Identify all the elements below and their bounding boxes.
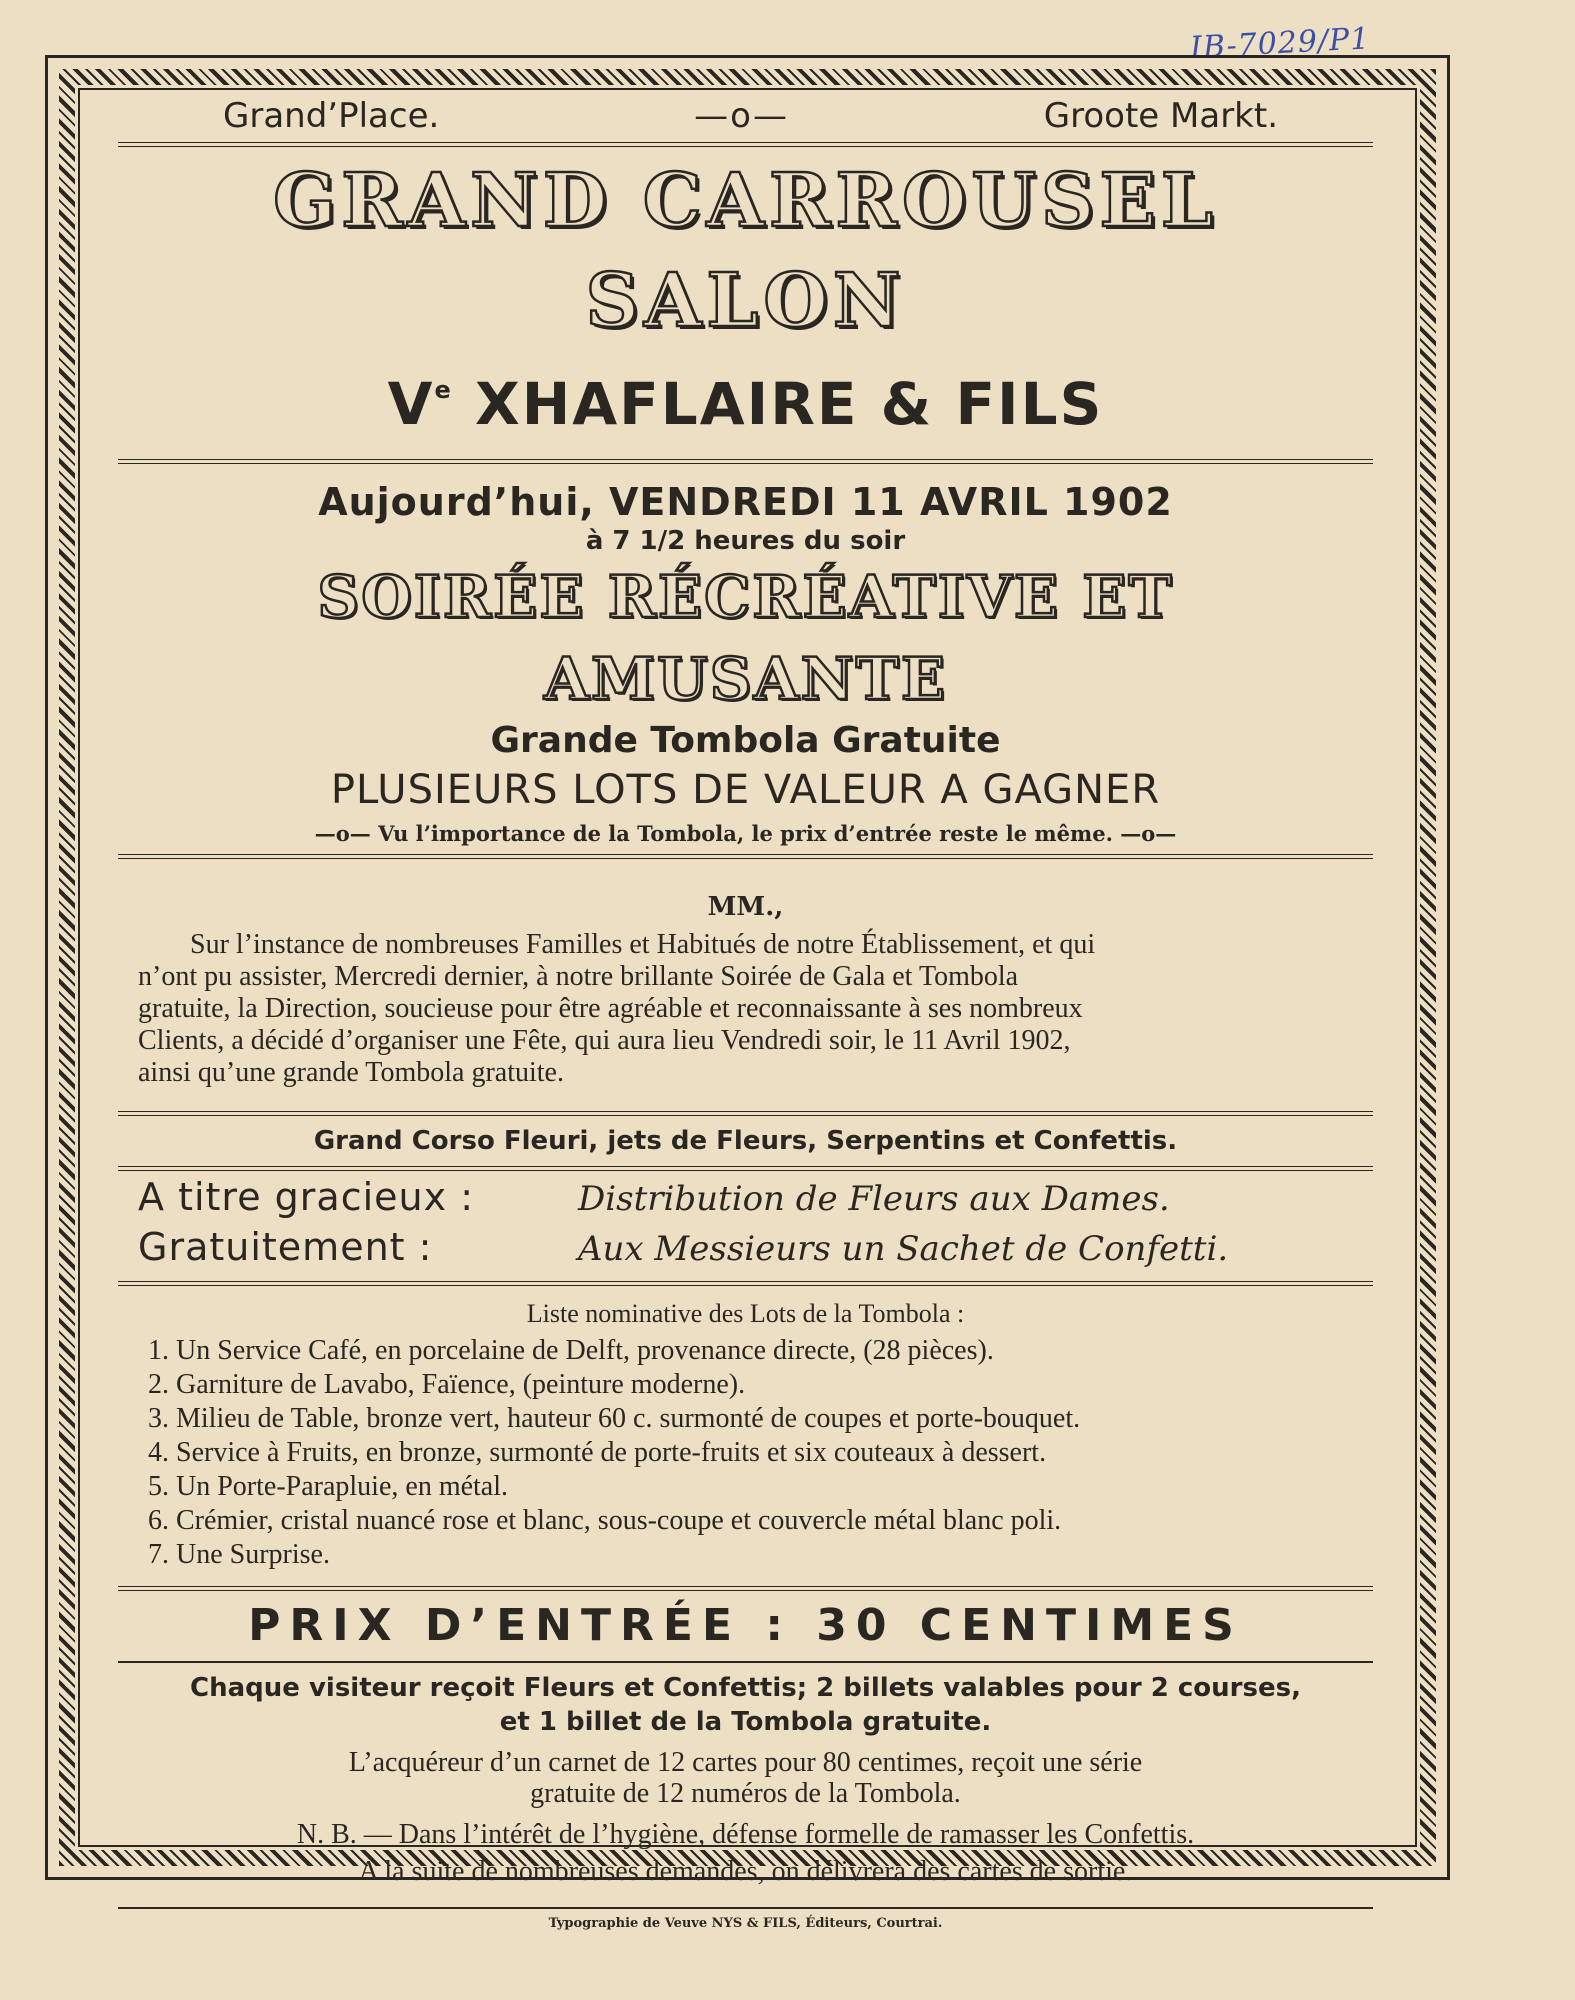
owner-name: XHAFLAIRE & FILS [475, 370, 1104, 438]
salutation: MM., [707, 892, 784, 922]
rule [118, 142, 1373, 147]
tombola-heading: Grande Tombola Gratuite [490, 720, 1001, 761]
paragraph-line: Clients, a décidé d’organiser une Fête, qui aura lieu Vendredi soir, le 11 Avril 1902, [138, 1025, 1071, 1056]
prize-item: 3. Milieu de Table, bronze vert, hauteur 60 c. surmonté de coupes et porte-bouquet. [148, 1403, 1081, 1434]
rule [118, 459, 1373, 464]
gift-row-ladies [138, 1175, 1373, 1225]
event-time: à 7 1/2 heures du soir [585, 526, 906, 556]
visitor-benefits-cont: et 1 billet de la Tombola gratuite. [499, 1707, 992, 1737]
carnet-offer: L’acquéreur d’un carnet de 12 cartes pour 80 centimes, reçoit une série [348, 1747, 1143, 1778]
printer-credit: Typographie de Veuve NYS & FILS, Éditeurs, Courtrai. [548, 1916, 943, 1931]
entry-price: PRIX D’ENTRÉE : 30 CENTIMES [248, 1600, 1243, 1651]
announcement-paragraph [118, 925, 1373, 1089]
prize-list-title: Liste nominative des Lots de la Tombola : [526, 1299, 965, 1328]
prize-item: 6. Crémier, cristal nuancé rose et blanc, sous-coupe et couvercle métal blanc poli. [148, 1505, 1062, 1536]
prize-list [118, 1334, 1373, 1572]
entry-note: —o— Vu l’importance de la Tombola, le prix d’entrée reste le même. —o— [314, 821, 1177, 846]
paragraph-line: gratuite, la Direction, soucieuse pour être agréable et reconnaissante à ses nombreux [138, 993, 1083, 1024]
gift-row-gentlemen [138, 1225, 1373, 1275]
owner-title [118, 351, 1373, 443]
event-date: Aujourd’hui, VENDREDI 11 AVRIL 1902 [318, 480, 1173, 524]
gifts-section [118, 1171, 1373, 1281]
paragraph-line: Sur l’instance de nombreuses Familles et Habitués de notre Établissement, et qui [190, 929, 1096, 960]
rule [118, 1661, 1373, 1663]
gift-text: Aux Messieurs un Sachet de Confetti. [578, 1229, 1229, 1269]
rule [118, 1281, 1373, 1286]
exit-cards-notice: A la suite de nombreuses demandes, on délivrera des cartes de sortie. [358, 1856, 1133, 1887]
corso-line: Grand Corso Fleuri, jets de Fleurs, Serpentins et Confettis. [313, 1126, 1178, 1156]
paragraph-line: n’ont pu assister, Mercredi dernier, à notre brillante Soirée de Gala et Tombola [138, 961, 1019, 992]
owner-superscript: e [434, 376, 453, 404]
visitor-benefits: Chaque visiteur reçoit Fleurs et Confettis; 2 billets valables pour 2 courses, [190, 1673, 1301, 1703]
rule [118, 854, 1373, 859]
poster-content [118, 90, 1373, 1939]
place-dutch: Groote Markt. [1043, 96, 1278, 136]
event-name: SOIRÉE RÉCRÉATIVE ET AMUSANTE [317, 563, 1174, 713]
prize-item: 2. Garniture de Lavabo, Faïence, (peinture moderne). [148, 1369, 746, 1400]
gift-text: Distribution de Fleurs aux Dames. [578, 1179, 1170, 1219]
header-separator: —o— [694, 96, 789, 136]
prize-item: 4. Service à Fruits, en bronze, surmonté de porte-fruits et six couteaux à dessert. [148, 1437, 1047, 1468]
archive-reference: IB-7029/P1 [1189, 21, 1372, 66]
main-title: GRAND CARROUSEL SALON [273, 158, 1218, 344]
hygiene-notice: N. B. — Dans l’intérêt de l’hygiène, défense formelle de ramasser les Confettis. [296, 1819, 1195, 1850]
gift-label: A titre gracieux : [138, 1175, 474, 1219]
lots-heading: PLUSIEURS LOTS DE VALEUR A GAGNER [330, 767, 1161, 813]
carnet-offer-cont: gratuite de 12 numéros de la Tombola. [530, 1778, 961, 1809]
prize-item: 1. Un Service Café, en porcelaine de Delft, provenance directe, (28 pièces). [148, 1335, 994, 1366]
place-french: Grand’Place. [223, 96, 440, 136]
prize-item: 5. Un Porte-Parapluie, en métal. [148, 1471, 509, 1502]
paragraph-line: ainsi qu’une grande Tombola gratuite. [138, 1057, 564, 1088]
location-header [118, 90, 1373, 142]
owner-prefix: V [387, 370, 435, 438]
prize-item: 7. Une Surprise. [148, 1539, 330, 1570]
gift-label: Gratuitement : [138, 1225, 433, 1269]
